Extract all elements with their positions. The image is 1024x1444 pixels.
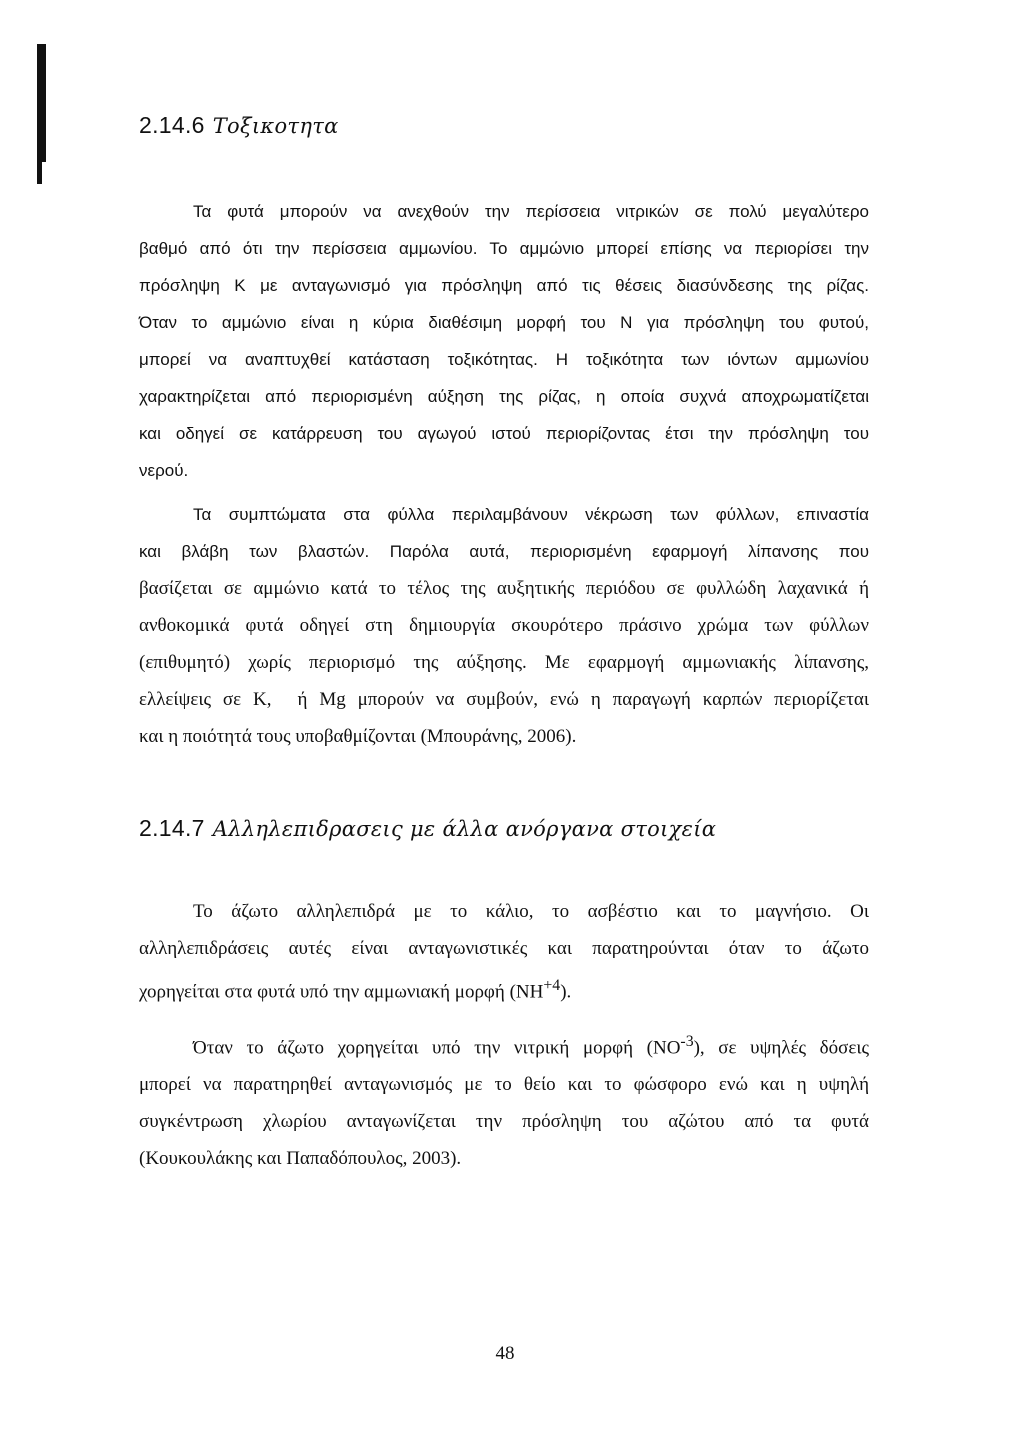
text-line: νερού. [139,461,189,480]
text-line [139,967,869,1010]
page-number: 48 [495,1343,515,1364]
section-number: 2.14.7 [139,815,205,841]
text-line: βασίζεται σε αμμώνιο κατά το τέλος της αυξητικής περιόδου σε φυλλώδη λαχανικά ή [139,578,869,599]
text-line: και βλάβη των βλαστών. Παρόλα αυτά, περιορισμένη εφαρμογή λίπανσης που [139,542,869,561]
text-line: Τα φυτά μπορούν να ανεχθούν την περίσσεια νιτρικών σε πολύ μεγαλύτερο [193,202,869,221]
section-number: 2.14.6 [139,112,205,138]
section-heading-interactions [139,815,716,842]
text-fragment: χορηγείται στα φυτά υπό την αμμωνιακή μορφή (NH [139,981,544,1003]
section-title: Αλληλεπιδρασεις με άλλα ανόργανα στοιχεία [212,817,717,841]
text-line: συγκέντρωση χλωρίου ανταγωνίζεται την πρόσληψη του αζώτου από τα φυτά [139,1111,869,1133]
text-line: αλληλεπιδράσεις αυτές είναι ανταγωνιστικές και παρατηρούνται όταν το άζωτο [139,938,869,959]
text-line: (επιθυμητό) χωρίς περιορισμό της αύξησης. Με εφαρμογή αμμωνιακής λίπανσης, [139,652,869,673]
text-line: μπορεί να αναπτυχθεί κατάσταση τοξικότητας. Η τοξικότητα των ιόντων αμμωνίου [139,350,869,369]
text-fragment: ελλείψεις σε Κ, [139,689,272,710]
text-fragment: ). [560,981,572,1003]
section-heading-toxicity [139,112,339,139]
paragraph-toxicity-2 [139,496,869,570]
text-line: πρόσληψη Κ με ανταγωνισμό για πρόσληψη από τις θέσεις διασύνδεσης της ρίζας. [139,276,869,295]
text-line: ανθοκομικά φυτά οδηγεί στη δημιουργία σκουρότερο πράσινο χρώμα των φύλλων [139,615,869,636]
text-line: και η ποιότητά τους υποβαθμίζονται (Μπουράνης, 2006). [139,726,577,747]
text-line [139,681,869,718]
text-fragment: ή Mg μπορούν να συμβούν, ενώ η παραγωγή καρπών περιορίζεται [297,689,869,710]
text-line: (Κουκουλάκης και Παπαδόπουλος, 2003). [139,1148,462,1170]
margin-bar-tail [37,162,42,184]
margin-bar [37,44,46,162]
text-fragment: Όταν το άζωτο χορηγείται υπό την νιτρική μορφή (NO [193,1037,681,1059]
section-title: Τοξικοτητα [212,114,339,138]
text-line: χαρακτηρίζεται από περιορισμένη αύξηση της ρίζας, η οποία συχνά αποχρωματίζεται [139,387,869,406]
superscript: -3 [680,1033,694,1050]
paragraph-toxicity-2-continued [139,570,869,755]
text-line: Όταν το αμμώνιο είναι η κύρια διαθέσιμη μορφή του Ν για πρόσληψη του φυτού, [139,313,869,332]
superscript: +4 [543,977,561,994]
text-line: βαθμό από ότι την περίσσεια αμμωνίου. Το αμμώνιο μπορεί επίσης να περιορίσει την [139,239,869,258]
text-line: Τα συμπτώματα στα φύλλα περιλαμβάνουν νέκρωση των φύλλων, επιναστία [193,505,869,524]
text-line: μπορεί να παρατηρηθεί ανταγωνισμός με το θείο και το φώσφορο ενώ και η υψηλή [139,1074,869,1096]
paragraph-toxicity-1 [139,193,869,489]
paragraph-interactions-1 [139,893,869,1010]
text-line: Το άζωτο αλληλεπιδρά με το κάλιο, το ασβέστιο και το μαγνήσιο. Οι [193,901,869,922]
paragraph-interactions-2 [139,1023,869,1177]
text-line: και οδηγεί σε κατάρρευση του αγωγού ιστού περιορίζοντας έτσι την πρόσληψη του [139,424,869,443]
text-line [139,1023,869,1066]
text-fragment: ), σε υψηλές δόσεις [693,1037,869,1059]
